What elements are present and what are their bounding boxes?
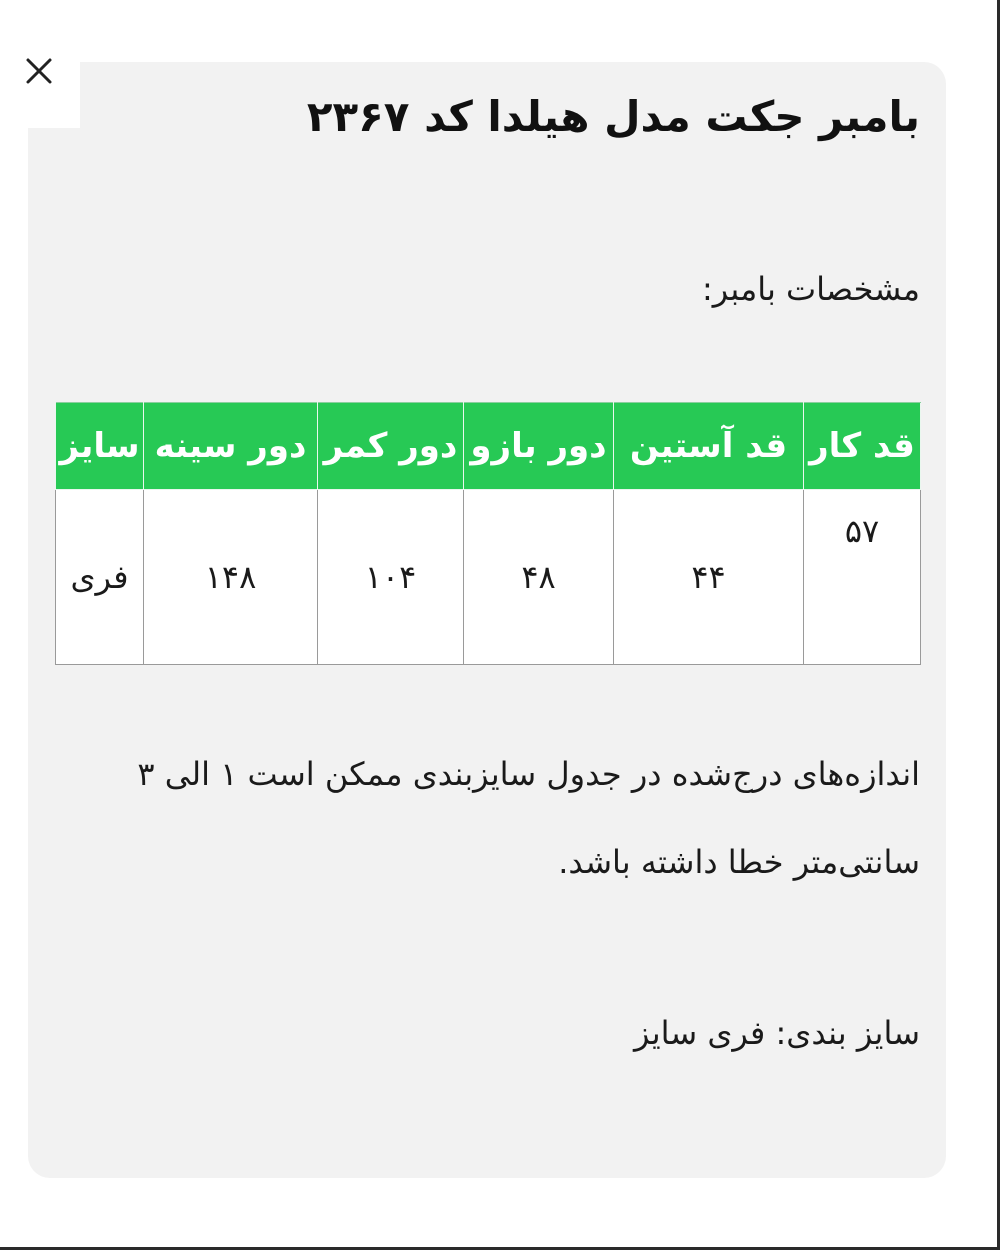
table-row (56, 490, 921, 665)
header-cell-chest: دور سینه (144, 403, 318, 490)
size-table (55, 402, 921, 665)
cell-size-value: فری (56, 490, 144, 665)
header-cell-waist: دور کمر (318, 403, 464, 490)
close-icon[interactable] (24, 56, 54, 86)
size-note-line-2: سانتی‌متر خطا داشته باشد. (558, 843, 920, 881)
cell-chest-value: ۱۴۸ (144, 490, 318, 665)
cell-arm-value: ۴۸ (464, 490, 614, 665)
cell-sleeve-value: ۴۴ (614, 490, 804, 665)
header-cell-arm: دور بازو (464, 403, 614, 490)
cell-waist-value: ۱۰۴ (318, 490, 464, 665)
specs-label: مشخصات بامبر: (701, 270, 920, 308)
size-note-line-1: اندازه‌های درج‌شده در جدول سایزبندی ممکن است ۱ الی ۳ (137, 755, 920, 793)
header-cell-size: سایز (56, 403, 144, 490)
header-cell-length: قد کار (804, 403, 921, 490)
product-title: بامبر جکت مدل هیلدا کد ۲۳۶۷ (306, 92, 920, 141)
cell-length-value: ۵۷ (804, 490, 921, 665)
close-button[interactable] (0, 0, 80, 128)
table-header-row (56, 403, 921, 490)
header-cell-sleeve: قد آستین (614, 403, 804, 490)
sizing-info: سایز بندی: فری سایز (634, 1014, 920, 1052)
